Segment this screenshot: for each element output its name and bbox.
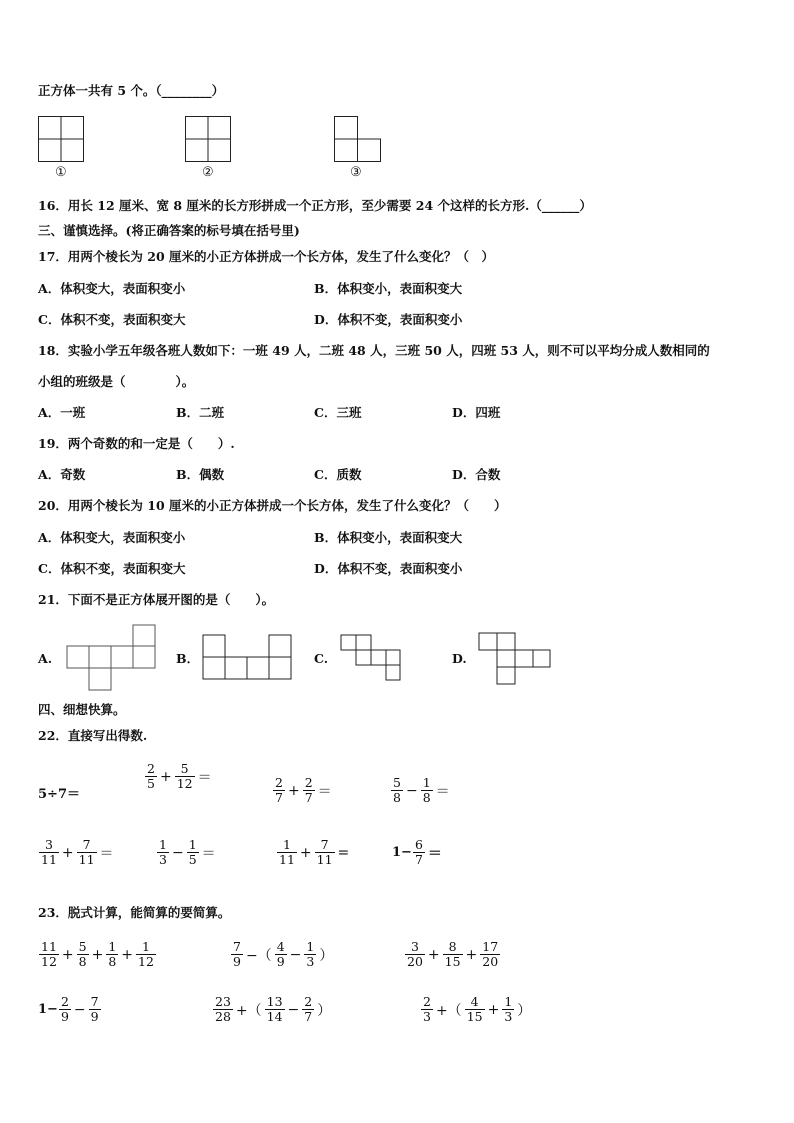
q21-net-c <box>340 634 402 682</box>
q19-option-b: B．偶数 <box>176 467 225 482</box>
figure-label-3: ③ <box>350 165 362 180</box>
q20-option-a: A．体积变大，表面积变小 <box>38 530 186 545</box>
q22-expr-2: $\frac{2}{5}$ + $\frac{5}{12}$ ＝ <box>147 761 212 791</box>
q22-expr-7: $\frac{1}{11}$ + $\frac{7}{11}$ = <box>279 837 350 867</box>
q20-option-d: D．体积不变，表面积变小 <box>314 561 463 576</box>
figure-label-2: ② <box>202 165 214 180</box>
question-18-stem-line1: 18．实验小学五年级各班人数如下：一班 49 人，二班 48 人，三班 50 人，四班 53 人，则不可以平均分成人数相同的 <box>38 343 710 358</box>
q15-figure-1 <box>38 116 84 162</box>
q18-option-b: B．二班 <box>176 405 225 420</box>
q19-option-d: D．合数 <box>452 467 501 482</box>
question-22-stem: 22．直接写出得数. <box>38 728 148 743</box>
q21-net-b <box>202 634 294 682</box>
q15-tail: 正方体一共有 5 个。（________） <box>38 83 225 98</box>
question-21-stem: 21．下面不是正方体展开图的是（ ）。 <box>38 592 275 607</box>
q21-net-d <box>478 632 552 686</box>
q20-option-c: C．体积不变，表面积变大 <box>38 561 186 576</box>
q23-expr-1: $\frac{11}{12}$ + $\frac{5}{8}$ + $\frac{1}{8}$ + $\frac{1}{12}$ <box>41 939 154 969</box>
q18-option-a: A．一班 <box>38 405 86 420</box>
q22-expr-3: $\frac{2}{7}$ + $\frac{2}{7}$ ＝ <box>275 775 332 805</box>
q23-expr-6: $\frac{2}{3}$ +（ $\frac{4}{15}$ + $\frac{1}{3}$ ） <box>423 994 532 1024</box>
q23-expr-4: 1− $\frac{2}{9}$ − $\frac{7}{9}$ <box>38 994 99 1024</box>
q15-figure-2 <box>185 116 231 162</box>
q21-net-a <box>66 624 158 692</box>
section-3-heading: 三、谨慎选择。(将正确答案的标号填在括号里) <box>38 223 300 238</box>
q23-expr-5: $\frac{23}{28}$ +（ $\frac{13}{14}$ − $\frac{2}{7}$ ） <box>215 994 332 1024</box>
q22-expr-1: 5÷7＝ <box>38 787 80 802</box>
q23-expr-2: $\frac{7}{9}$ −（ $\frac{4}{9}$ − $\frac{1}{3}$ ） <box>233 939 334 969</box>
q19-option-a: A．奇数 <box>38 467 86 482</box>
q23-expr-3: $\frac{3}{20}$ + $\frac{8}{15}$ + $\frac{17}{20}$ <box>407 939 499 969</box>
q21-option-c: C. <box>314 651 329 666</box>
q19-option-c: C．质数 <box>314 467 362 482</box>
figure-label-1: ① <box>55 165 67 180</box>
q20-option-b: B．体积变小，表面积变大 <box>314 530 463 545</box>
question-17-stem: 17．用两个棱长为 20 厘米的小正方体拼成一个长方体，发生了什么变化？（ ） <box>38 249 494 264</box>
q22-expr-8: 1− $\frac{6}{7}$ ＝ <box>392 837 442 867</box>
q18-option-c: C．三班 <box>314 405 362 420</box>
q17-option-a: A．体积变大，表面积变小 <box>38 281 186 296</box>
q18-option-d: D．四班 <box>452 405 501 420</box>
q22-expr-4: $\frac{5}{8}$ − $\frac{1}{8}$ ＝ <box>393 775 450 805</box>
q17-option-d: D．体积不变，表面积变小 <box>314 312 463 327</box>
q21-option-a: A. <box>38 651 53 666</box>
question-23-stem: 23．脱式计算，能简算的要简算。 <box>38 905 231 920</box>
q17-option-b: B．体积变小，表面积变大 <box>314 281 463 296</box>
q22-expr-5: $\frac{3}{11}$ + $\frac{7}{11}$ ＝ <box>41 837 114 867</box>
question-18-stem-line2: 小组的班级是（ ）。 <box>38 374 195 389</box>
question-19-stem: 19．两个奇数的和一定是（ ）. <box>38 436 235 451</box>
section-4-heading: 四、细想快算。 <box>38 702 126 717</box>
q15-figure-3 <box>334 116 382 162</box>
q22-expr-6: $\frac{1}{3}$ − $\frac{1}{5}$ ＝ <box>159 837 216 867</box>
q21-option-b: B． <box>176 651 200 666</box>
question-20-stem: 20．用两个棱长为 10 厘米的小正方体拼成一个长方体，发生了什么变化？（ ） <box>38 498 507 513</box>
q21-option-d: D. <box>452 651 467 666</box>
q17-option-c: C．体积不变，表面积变大 <box>38 312 186 327</box>
question-16: 16．用长 12 厘米、宽 8 厘米的长方形拼成一个正方形，至少需要 24 个这样的长方形.（______） <box>38 198 592 213</box>
